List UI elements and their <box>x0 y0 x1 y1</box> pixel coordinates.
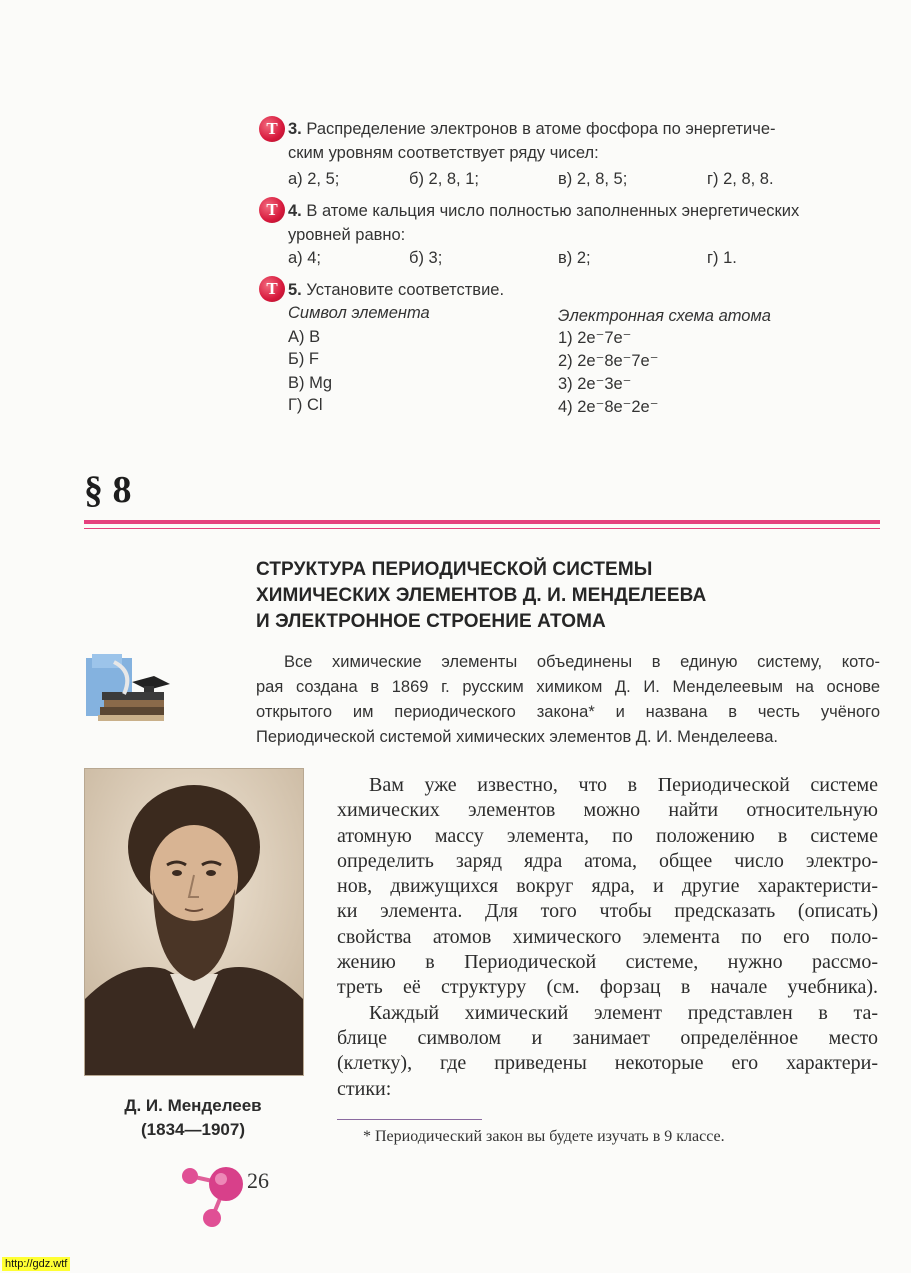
site-link[interactable]: http://gdz.wtf <box>2 1257 70 1271</box>
question-4-option-d: г) 1. <box>707 249 737 267</box>
study-books-icon <box>84 652 174 724</box>
section-number: § 8 <box>84 469 132 511</box>
match-right-item: 4) 2e⁻8e⁻2e⁻ <box>558 398 659 416</box>
question-3-option-b: б) 2, 8, 1; <box>409 170 479 188</box>
match-right-item: 2) 2e⁻8e⁻7e⁻ <box>558 352 659 370</box>
column-header-element-symbol: Символ элемента <box>288 304 430 322</box>
match-right-item: 1) 2e⁻7e⁻ <box>558 329 632 347</box>
question-4-option-c: в) 2; <box>558 249 591 267</box>
body-paragraph: Вам уже известно, что в Периодической системе химических элементов можно найти относительную атомную массу элемента, по положению в системе определить заряд ядра атома, общее число электро- нов, движущихся вокруг ядра, и другие характеристи- ки элемента. Для того чтобы предсказать (описать) свойства атомов химического элемента по его поло- жению в Периодической системе, нужно рассмо- треть её структуру (см. форзац в начале учебника). Каждый химический элемент представлен в та- блице символом и занимает определённое место (клетку), где приведены некоторые его характери- стики: <box>337 774 878 1100</box>
question-4-line-2: уровней равно: <box>288 226 406 244</box>
page-number: 26 <box>247 1168 269 1193</box>
question-3-option-d: г) 2, 8, 8. <box>707 170 774 188</box>
section-title: СТРУКТУРА ПЕРИОДИЧЕСКОЙ СИСТЕМЫ ХИМИЧЕСКИХ ЭЛЕМЕНТОВ Д. И. МЕНДЕЛЕЕВА И ЭЛЕКТРОННОЕ СТРОЕНИЕ АТОМА <box>256 559 707 632</box>
match-right-item: 3) 2e⁻3e⁻ <box>558 375 632 393</box>
match-left-item: В) Mg <box>288 374 333 392</box>
question-3-line-2: ским уровням соответствует ряду чисел: <box>288 144 599 162</box>
question-4-option-a: а) 4; <box>288 249 322 267</box>
footnote-divider <box>337 1119 482 1120</box>
footnote: * Периодический закон вы будете изучать в 9 классе. <box>363 1128 725 1145</box>
section-divider-thin <box>84 528 880 529</box>
test-badge-icon: Т <box>259 116 285 142</box>
question-4-line-1: 4. В атоме кальция число полностью заполненных энергетических <box>288 202 800 220</box>
portrait-image <box>84 768 304 1076</box>
question-3-option-a: а) 2, 5; <box>288 170 340 188</box>
test-badge-icon: Т <box>259 197 285 223</box>
test-badge-icon: Т <box>259 276 285 302</box>
column-header-electron-scheme: Электронная схема атома <box>558 307 771 325</box>
question-4-option-b: б) 3; <box>409 249 443 267</box>
match-left-item: Б) F <box>288 350 319 368</box>
question-3-option-c: в) 2, 8, 5; <box>558 170 628 188</box>
intro-paragraph: Все химические элементы объединены в единую систему, кото- рая создана в 1869 г. русским химиком Д. И. Менделеевым на основе открытого им периодического закона* и названа в честь учёного Периодической системой химических элементов Д. И. Менделеева. <box>256 653 880 746</box>
match-left-item: А) B <box>288 328 321 346</box>
molecule-decoration-icon <box>180 1160 250 1232</box>
section-divider <box>84 520 880 524</box>
match-left-item: Г) Cl <box>288 396 323 414</box>
question-5-line-1: 5. Установите соответствие. <box>288 281 505 299</box>
question-3-line-1: 3. Распределение электронов в атоме фосфора по энергетиче- <box>288 120 776 138</box>
portrait-caption: Д. И. Менделеев (1834—1907) <box>124 1096 262 1139</box>
